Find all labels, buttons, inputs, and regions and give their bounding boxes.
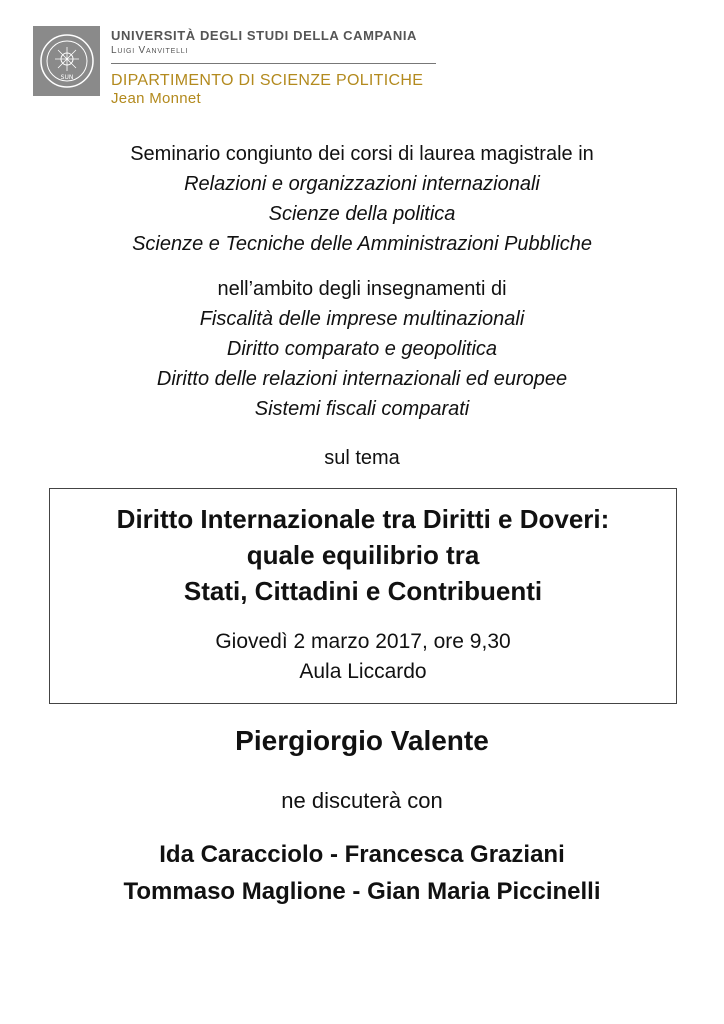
letterhead	[33, 26, 453, 116]
university-seal-icon	[33, 26, 100, 96]
seminar-title-line: quale equilibrio tra	[246, 540, 480, 570]
department-subtitle: Jean Monnet	[111, 90, 202, 107]
teachings-intro: nell’ambito degli insegnamenti di	[217, 278, 507, 300]
course-item: Relazioni e organizzazioni internazionali	[184, 173, 540, 195]
course-item: Scienze della politica	[268, 203, 456, 225]
teaching-item: Sistemi fiscali comparati	[254, 398, 470, 420]
teaching-item: Fiscalità delle imprese multinazionali	[199, 308, 525, 330]
university-subtitle: Luigi Vanvitelli	[111, 45, 189, 56]
discussants-line: Tommaso Maglione - Gian Maria Piccinelli	[123, 878, 601, 905]
seminar-title-line: Diritto Internazionale tra Diritti e Doveri:	[116, 504, 610, 534]
seminar-room: Aula Liccardo	[299, 660, 427, 683]
topic-label: sul tema	[324, 447, 400, 469]
header-divider	[111, 63, 436, 64]
seal-text: SUN	[60, 74, 73, 81]
intro-section	[0, 139, 724, 259]
discussion-label: ne discuterà con	[281, 788, 443, 813]
seminar-box	[49, 488, 677, 704]
department-name: DIPARTIMENTO DI SCIENZE POLITICHE	[111, 72, 424, 89]
discussants-section	[0, 836, 724, 910]
seminar-title-line: Stati, Cittadini e Contribuenti	[183, 576, 543, 606]
speaker-name: Piergiorgio Valente	[235, 725, 489, 756]
topic-label-section	[0, 443, 724, 473]
speaker-section	[0, 725, 724, 757]
teachings-section	[0, 274, 724, 424]
discussants-line: Ida Caracciolo - Francesca Graziani	[159, 841, 565, 868]
university-name: UNIVERSITÀ DEGLI STUDI DELLA CAMPANIA	[111, 28, 418, 43]
seal-graphic	[38, 32, 96, 90]
discussion-label-section	[0, 786, 724, 816]
intro-line: Seminario congiunto dei corsi di laurea magistrale in	[130, 143, 594, 165]
seminar-date: Giovedì 2 marzo 2017, ore 9,30	[215, 630, 511, 653]
course-item: Scienze e Tecniche delle Amministrazioni Pubbliche	[132, 233, 592, 255]
teaching-item: Diritto comparato e geopolitica	[226, 338, 498, 360]
teaching-item: Diritto delle relazioni internazionali ed europee	[156, 368, 568, 390]
